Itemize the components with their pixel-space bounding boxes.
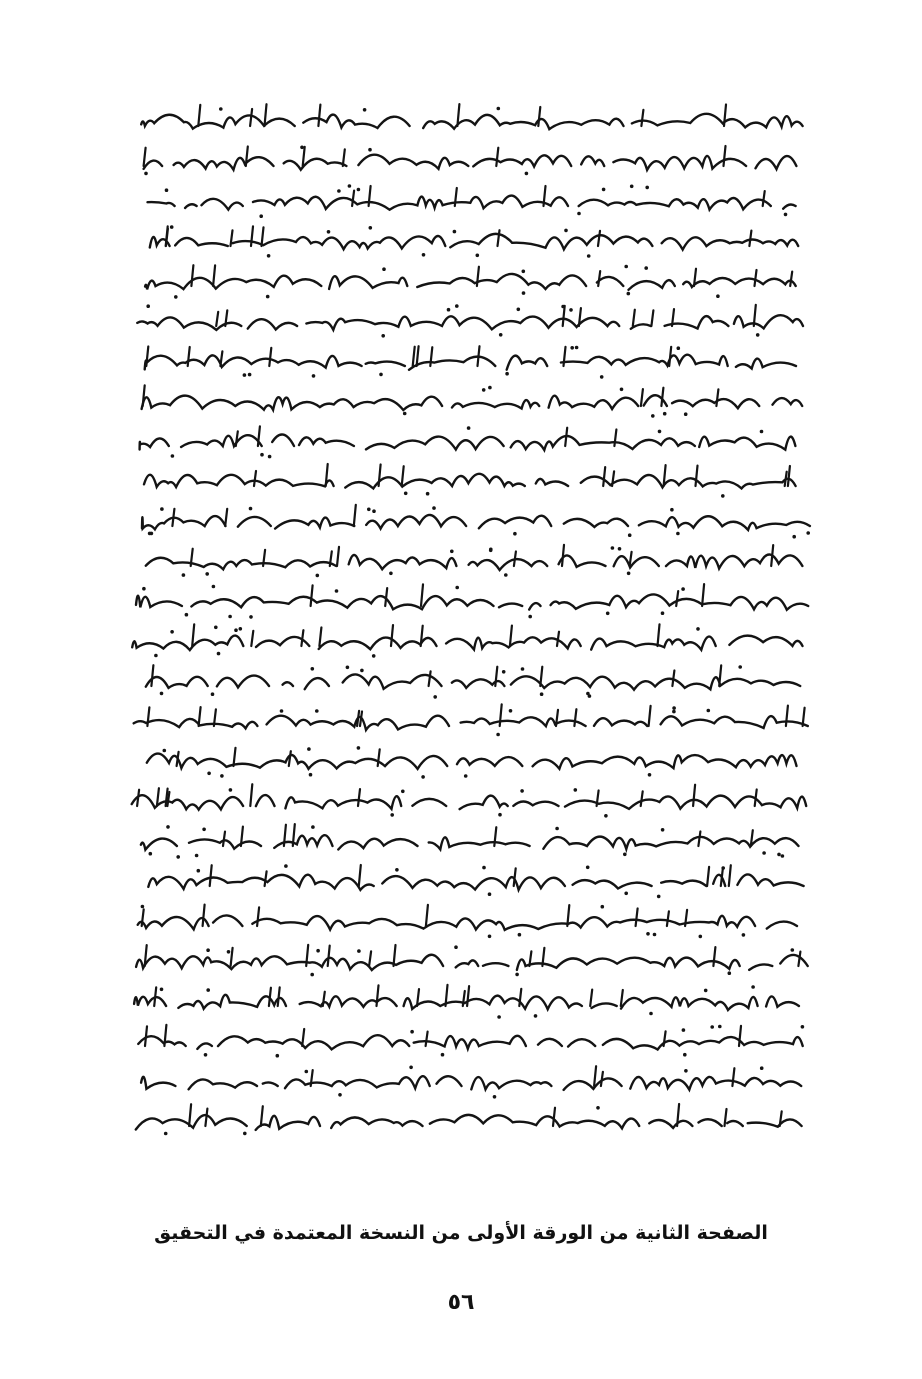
manuscript-line: [120, 500, 820, 540]
manuscript-line: [120, 260, 820, 300]
manuscript-line: [120, 740, 820, 780]
manuscript-line: [120, 820, 820, 860]
manuscript-line: [120, 1020, 820, 1060]
manuscript-line: [120, 340, 820, 380]
manuscript-line: [120, 780, 820, 820]
manuscript-line: [120, 140, 820, 180]
manuscript-line: [120, 980, 820, 1020]
manuscript-line: [120, 700, 820, 740]
manuscript-line: [120, 380, 820, 420]
manuscript-line: [120, 940, 820, 980]
manuscript-line: [120, 1100, 820, 1140]
manuscript-line: [120, 660, 820, 700]
figure-caption: الصفحة الثانية من الورقة الأولى من النسخة المعتمدة في التحقيق: [154, 1222, 768, 1244]
manuscript-line: [120, 580, 820, 620]
manuscript-line: [120, 420, 820, 460]
manuscript-line: [120, 300, 820, 340]
manuscript-line: [120, 220, 820, 260]
manuscript-line: [120, 100, 820, 140]
manuscript-line: [120, 620, 820, 660]
manuscript-image: [120, 100, 820, 1160]
manuscript-line: [120, 860, 820, 900]
manuscript-line: [120, 900, 820, 940]
manuscript-line: [120, 180, 820, 220]
manuscript-line: [120, 1060, 820, 1100]
manuscript-line: [120, 540, 820, 580]
page-number: ٥٦: [447, 1290, 475, 1315]
manuscript-line: [120, 460, 820, 500]
